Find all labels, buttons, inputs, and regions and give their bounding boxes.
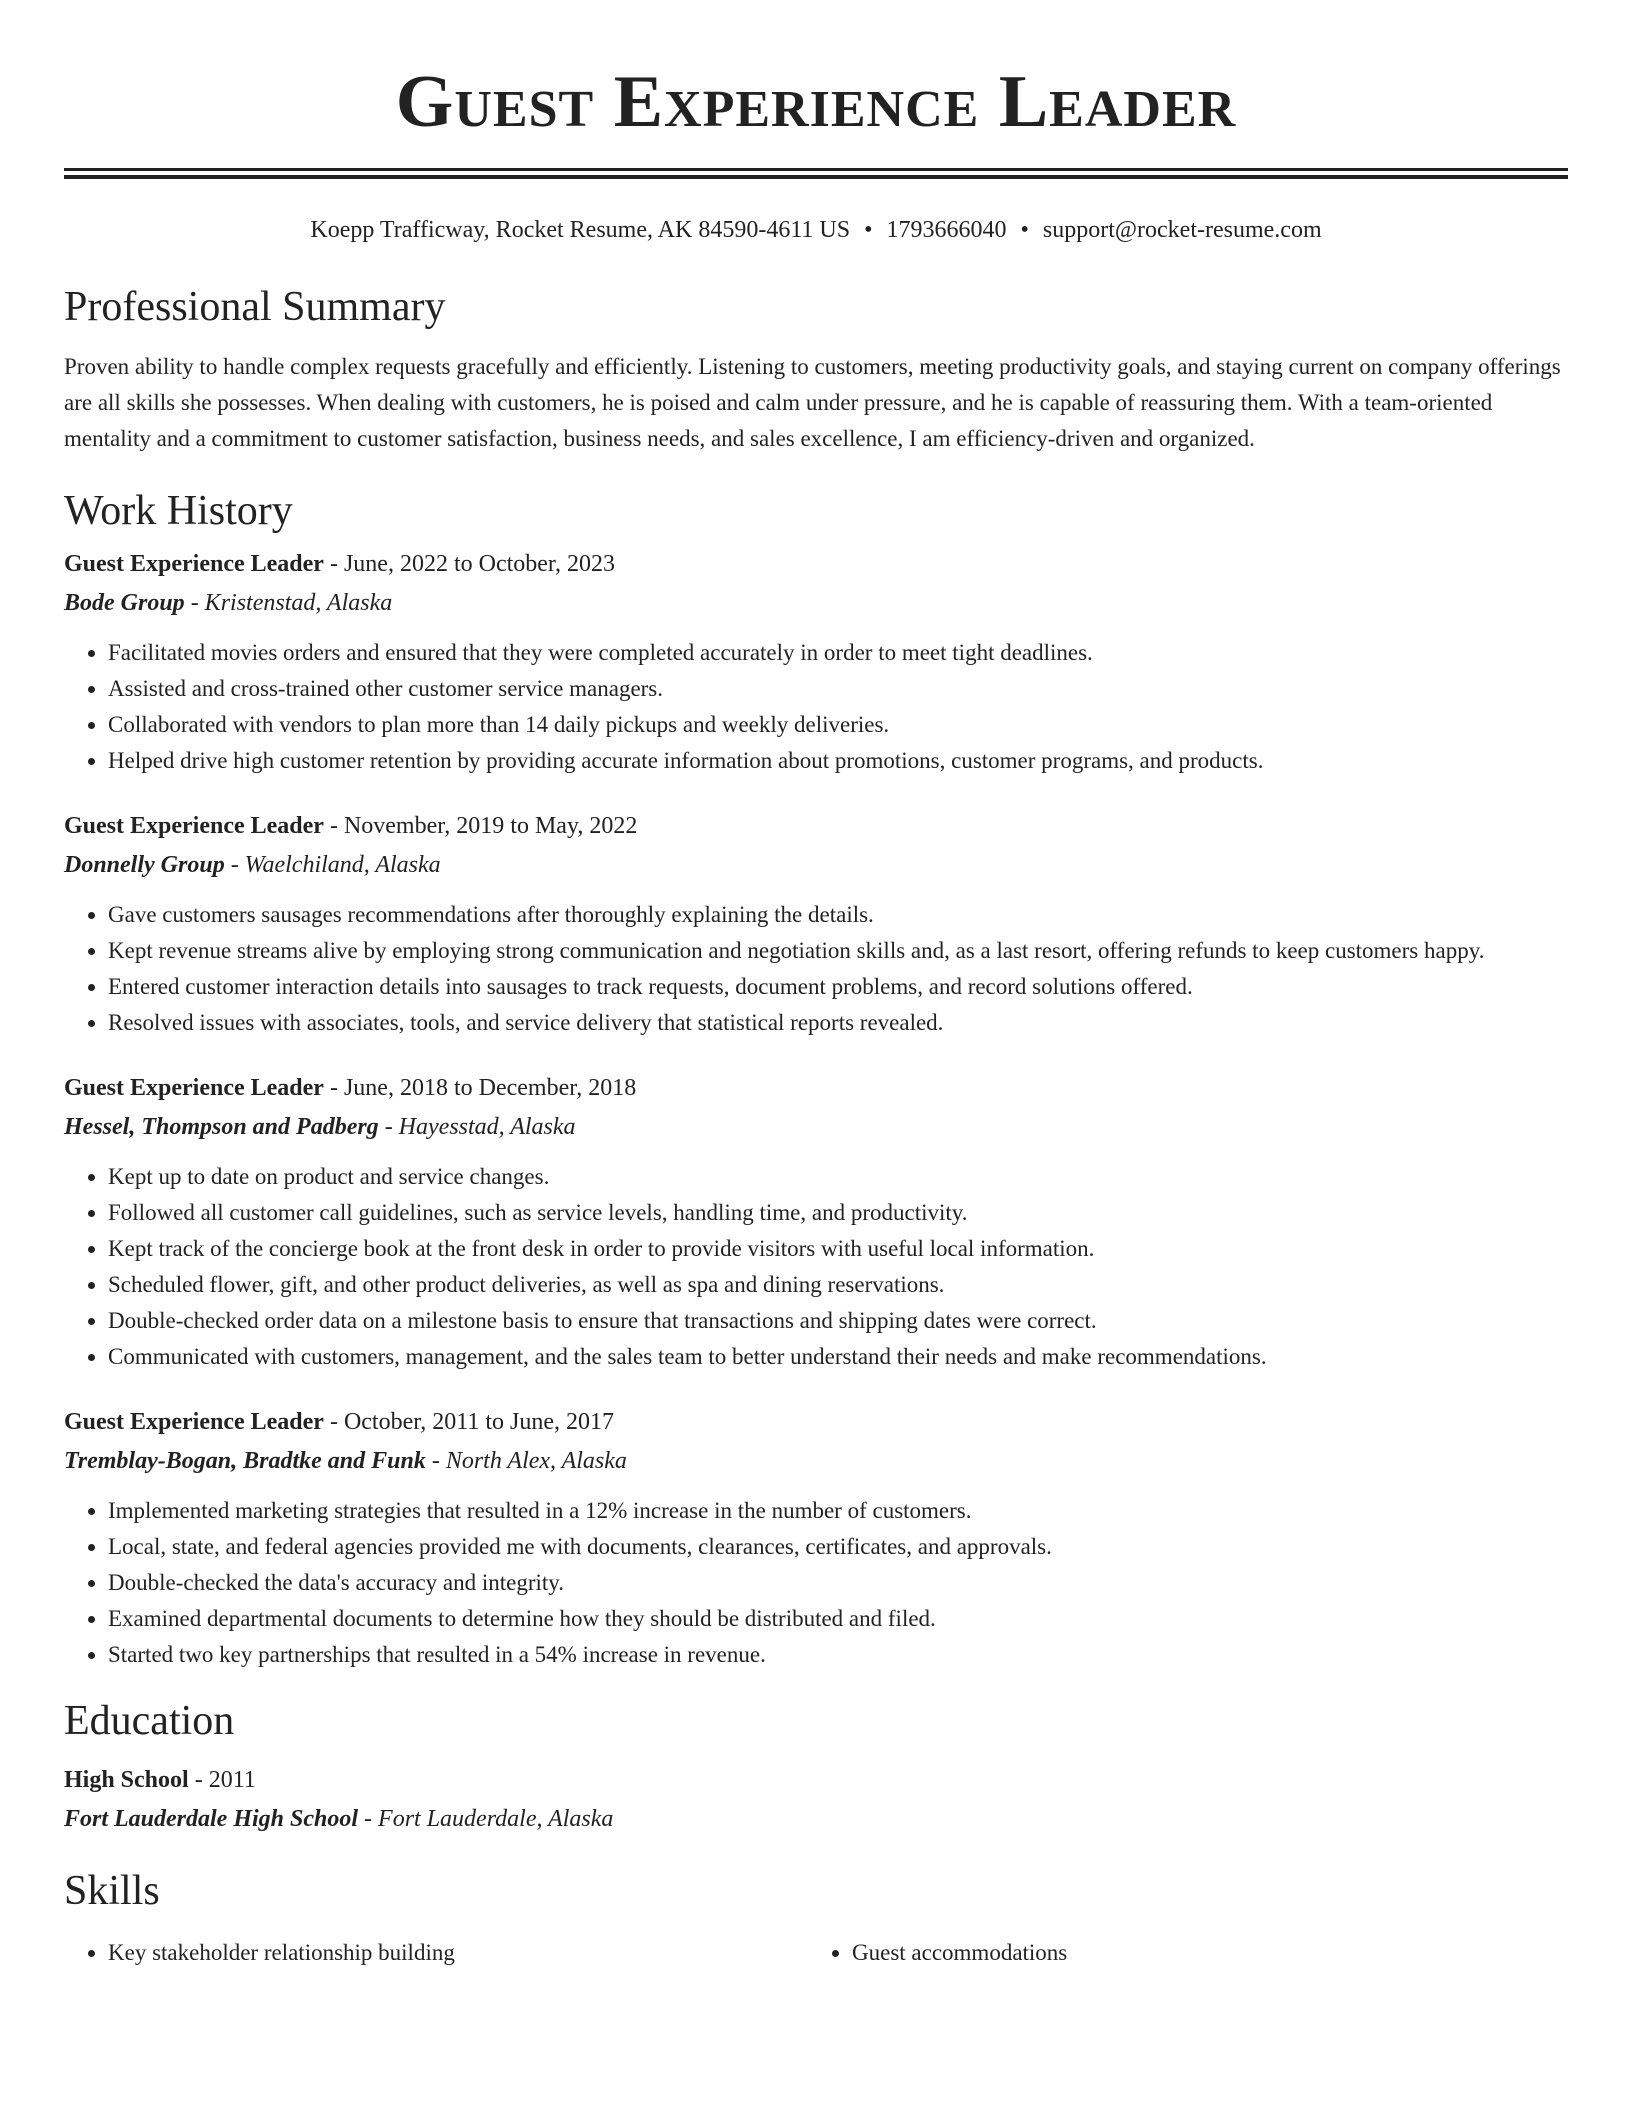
contact-address: Koepp Trafficway, Rocket Resume, AK 84590-4611 US	[310, 217, 851, 243]
job-company-line	[64, 1441, 1568, 1481]
job-entry	[64, 1069, 1568, 1375]
job-location: - Waelchiland, Alaska	[224, 852, 441, 878]
job-dates: - June, 2022 to October, 2023	[323, 551, 615, 577]
education-degree-line	[64, 1761, 1568, 1799]
job-entry	[64, 545, 1568, 779]
job-company: Tremblay-Bogan, Bradtke and Funk	[64, 1448, 426, 1474]
job-role: Guest Experience Leader	[64, 1075, 324, 1101]
list-item: • Helped drive high customer retention by providing accurate information about promotions, customer programs, and products.	[108, 743, 1568, 779]
education-school: Fort Lauderdale High School	[64, 1806, 359, 1832]
header-double-rule	[64, 168, 1568, 179]
job-title-line	[64, 1069, 1568, 1107]
list-item: • Key stakeholder relationship building	[108, 1935, 808, 1971]
job-company-line	[64, 845, 1568, 885]
job-location: - Hayesstad, Alaska	[378, 1114, 576, 1140]
job-company: Bode Group	[64, 590, 185, 616]
list-item: • Guest accommodations	[852, 1935, 1552, 1971]
list-item: • Followed all customer call guidelines, such as service levels, handling time, and productivity.	[108, 1195, 1568, 1231]
education-school-line	[64, 1799, 1568, 1839]
list-item: • Communicated with customers, management, and the sales team to better understand their needs and make recommendations.	[108, 1339, 1568, 1375]
work-history-heading: Work History	[64, 488, 293, 534]
contact-separator: •	[864, 217, 873, 243]
list-item: • Collaborated with vendors to plan more than 14 daily pickups and weekly deliveries.	[108, 707, 1568, 743]
job-bullets	[64, 897, 1568, 1041]
job-dates: - October, 2011 to June, 2017	[323, 1409, 615, 1435]
job-role: Guest Experience Leader	[64, 551, 324, 577]
education-location: - Fort Lauderdale, Alaska	[358, 1806, 614, 1832]
education-year: - 2011	[188, 1767, 256, 1793]
skills-heading: Skills	[64, 1868, 160, 1914]
contact-separator: •	[1020, 217, 1029, 243]
job-bullets	[64, 635, 1568, 779]
list-item: • Implemented marketing strategies that resulted in a 12% increase in the number of customers.	[108, 1493, 1568, 1529]
summary-heading: Professional Summary	[64, 284, 446, 330]
education-heading: Education	[64, 1698, 235, 1744]
job-title-line	[64, 1403, 1568, 1441]
list-item: • Facilitated movies orders and ensured that they were completed accurately in order to meet tight deadlines.	[108, 635, 1568, 671]
job-bullets	[64, 1159, 1568, 1375]
list-item: • Double-checked order data on a milestone basis to ensure that transactions and shipping dates were correct.	[108, 1303, 1568, 1339]
list-item: • Local, state, and federal agencies provided me with documents, clearances, certificates, and approvals.	[108, 1529, 1568, 1565]
contact-email: support@rocket-resume.com	[1042, 217, 1322, 243]
list-item: • Examined departmental documents to determine how they should be distributed and filed.	[108, 1601, 1568, 1637]
job-bullets	[64, 1493, 1568, 1673]
job-location: - Kristenstad, Alaska	[184, 590, 393, 616]
list-item: • Double-checked the data's accuracy and integrity.	[108, 1565, 1568, 1601]
job-title-line	[64, 807, 1568, 845]
job-entry	[64, 1403, 1568, 1673]
list-item: • Gave customers sausages recommendations after thoroughly explaining the details.	[108, 897, 1568, 933]
job-title-line	[64, 545, 1568, 583]
job-company-line	[64, 1107, 1568, 1147]
list-item: • Scheduled flower, gift, and other product deliveries, as well as spa and dining reservations.	[108, 1267, 1568, 1303]
skills-columns	[64, 1935, 1568, 1971]
job-role: Guest Experience Leader	[64, 1409, 324, 1435]
list-item: • Entered customer interaction details into sausages to track requests, document problems, and record solutions offered.	[108, 969, 1568, 1005]
job-role: Guest Experience Leader	[64, 813, 324, 839]
list-item: • Kept track of the concierge book at the front desk in order to provide visitors with useful local information.	[108, 1231, 1568, 1267]
list-item: • Started two key partnerships that resulted in a 54% increase in revenue.	[108, 1637, 1568, 1673]
job-company: Donnelly Group	[64, 852, 225, 878]
resume-name: Guest Experience Leader	[395, 61, 1237, 143]
job-dates: - June, 2018 to December, 2018	[323, 1075, 637, 1101]
job-entry	[64, 807, 1568, 1041]
summary-text: Proven ability to handle complex requests gracefully and efficiently. Listening to customers, meeting productivity goals, and staying current on company offerings are all skills she possesses. When dealing with customers, he is poised and calm under pressure, and he is capable of reassuring them. With a team-oriented mentality and a commitment to customer satisfaction, business needs, and sales excellence, I am efficiency-driven and organized.	[64, 354, 1561, 451]
list-item: • Resolved issues with associates, tools, and service delivery that statistical reports revealed.	[108, 1005, 1568, 1041]
list-item: • Kept up to date on product and service changes.	[108, 1159, 1568, 1195]
job-dates: - November, 2019 to May, 2022	[323, 813, 638, 839]
education-degree: High School	[64, 1767, 189, 1793]
contact-line	[64, 215, 1568, 245]
list-item: • Assisted and cross-trained other customer service managers.	[108, 671, 1568, 707]
job-company: Hessel, Thompson and Padberg	[64, 1114, 379, 1140]
job-company-line	[64, 583, 1568, 623]
resume-page	[64, 0, 1568, 1971]
skills-list-left	[64, 1935, 808, 1971]
job-location: - North Alex, Alaska	[425, 1448, 627, 1474]
skills-list-right	[808, 1935, 1552, 1971]
contact-phone: 1793666040	[886, 217, 1007, 243]
list-item: • Kept revenue streams alive by employing strong communication and negotiation skills and, as a last resort, offering refunds to keep customers happy.	[108, 933, 1568, 969]
